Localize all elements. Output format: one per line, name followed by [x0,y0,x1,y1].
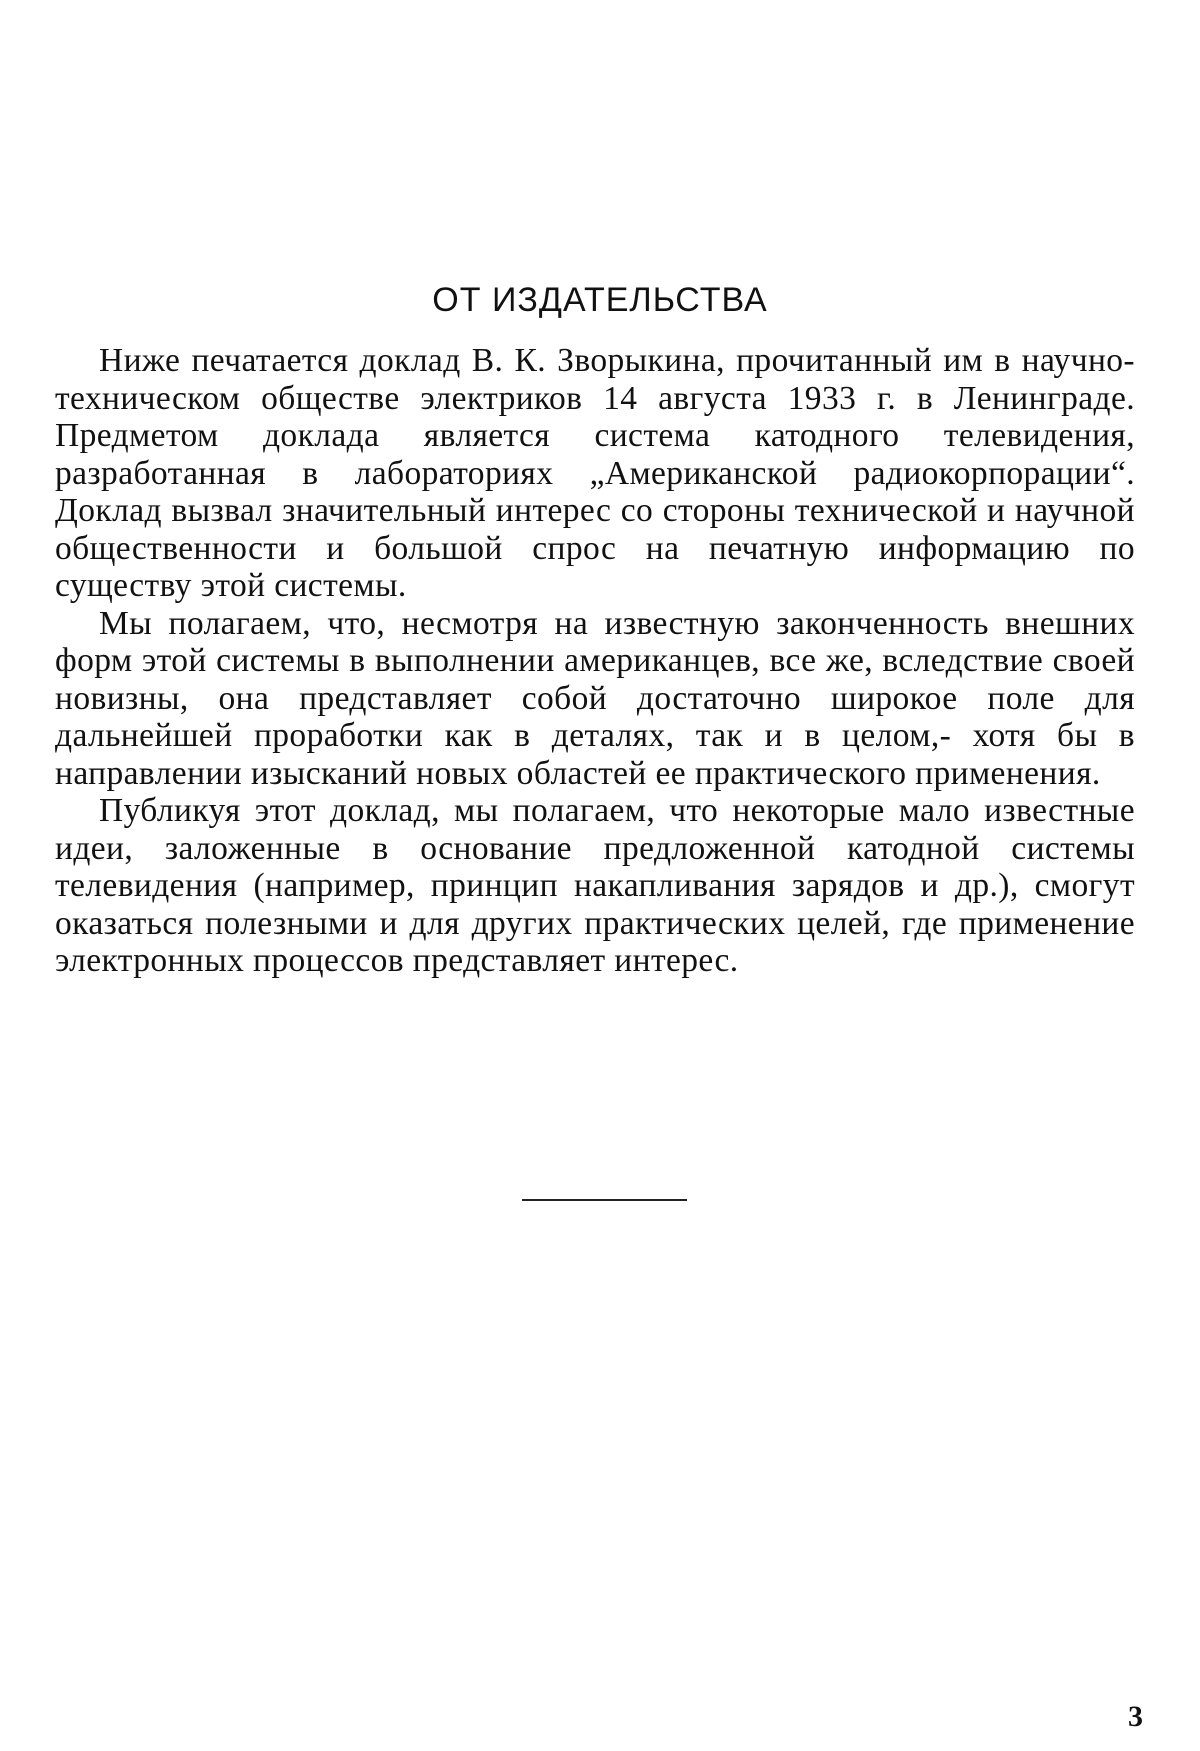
paragraph-3: Публикуя этот доклад, мы полагаем, что некоторые мало известные идеи, заложенные в основание предложенной катодной системы телевидения (например, принцип накапливания зарядов и др.), смогут оказаться полезными и для других практических целей, где применение электронных процессов представляет интерес. [55,792,1135,979]
section-divider [522,1199,687,1201]
page-heading: ОТ ИЗДАТЕЛЬСТВА [432,281,768,319]
page-number: 3 [1128,1700,1143,1733]
body-text [55,342,1135,980]
paragraph-1: Ниже печатается доклад В. К. Зворыкина, прочитанный им в научно-техническом обществе электриков 14 августа 1933 г. в Ленинграде. Предметом доклада является система катодного телевидения, разработанная в лабораториях „Американской радиокорпорации“. Доклад вызвал значительный интерес со стороны технической и научной общественности и большой спрос на печатную информацию по существу этой системы. [55,342,1135,604]
paragraph-2: Мы полагаем, что, несмотря на известную законченность внешних форм этой системы в выполнении американцев, все же, вследствие своей новизны, она представляет собой достаточно широкое поле для дальнейшей проработки как в деталях, так и в целом,- хотя бы в направлении изысканий новых областей ее практического применения. [55,604,1135,792]
